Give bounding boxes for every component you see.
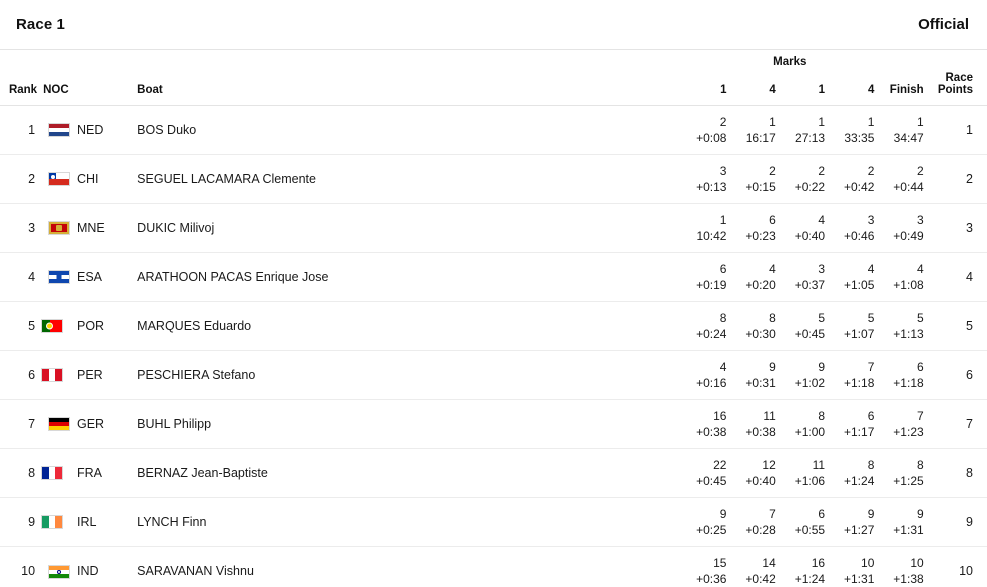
mark-1-time: +0:16: [696, 376, 727, 390]
cell-boat[interactable]: BOS Duko: [137, 123, 197, 137]
cell-mark-2: [740, 302, 789, 351]
mark-4-position: 2: [867, 163, 875, 178]
cell-race-points: 9: [966, 515, 973, 529]
col-header-rank[interactable]: Rank: [0, 70, 41, 106]
status-badge: Official: [918, 16, 969, 33]
mark-4-time: +1:31: [844, 572, 875, 587]
mark-1-time: +0:24: [696, 327, 727, 341]
cell-mark-2: [740, 155, 789, 204]
mark-1-position: 22: [713, 457, 727, 472]
cell-boat[interactable]: DUKIC Milivoj: [137, 221, 215, 235]
mark-4-time: +0:46: [844, 229, 875, 243]
finish-time: +1:18: [893, 376, 924, 390]
finish-position: 5: [916, 310, 924, 325]
group-spacer-finish: [888, 50, 937, 70]
cell-mark-1: [691, 106, 740, 155]
mark-2-time: +0:38: [745, 425, 776, 439]
flag-fra: [41, 466, 63, 480]
mark-3-position: 6: [818, 506, 826, 521]
mark-2-time: 16:17: [745, 131, 776, 145]
cell-mark-4: [839, 351, 888, 400]
cell-finish: [888, 253, 937, 302]
cell-finish: [888, 547, 937, 587]
race-points-line-2: Points: [937, 84, 973, 96]
mark-2-position: 6: [769, 212, 776, 227]
mark-1-position: 1: [719, 212, 727, 227]
cell-noc: MNE: [76, 221, 105, 235]
mark-2-position: 8: [769, 310, 776, 325]
results-table: [0, 50, 987, 587]
finish-position: 1: [916, 114, 924, 129]
cell-noc: GER: [76, 417, 105, 431]
table-header: [0, 50, 987, 106]
cell-mark-1: [691, 449, 740, 498]
mark-4-position: 6: [867, 408, 875, 423]
mark-4-time: +1:05: [844, 278, 875, 292]
cell-noc: ESA: [76, 270, 102, 284]
cell-rank: 1: [28, 123, 36, 137]
cell-rank: 5: [28, 319, 36, 333]
cell-flag: [41, 302, 76, 351]
table-row[interactable]: [0, 547, 987, 587]
mark-3-position: 16: [811, 556, 826, 571]
mark-3-time: 27:13: [795, 131, 826, 145]
cell-flag: [41, 253, 76, 302]
mark-3-time: +1:24: [794, 572, 826, 587]
cell-flag: [41, 204, 76, 253]
cell-boat[interactable]: BUHL Philipp: [137, 417, 212, 431]
mark-2-position: 14: [762, 556, 776, 571]
finish-time: +1:25: [893, 474, 924, 488]
finish-position: 7: [916, 408, 924, 423]
cell-finish: [888, 155, 937, 204]
flag-per: [41, 368, 63, 382]
mark-1-time: +0:25: [696, 523, 727, 537]
cell-race-points: 2: [966, 172, 973, 186]
cell-race-points: 6: [966, 368, 973, 382]
mark-4-position: 9: [867, 506, 875, 521]
group-spacer-noc: [76, 50, 121, 70]
mark-2-position: 12: [762, 457, 776, 472]
cell-race-points: 3: [966, 221, 973, 235]
col-header-finish: Finish: [888, 70, 937, 106]
cell-flag: [41, 155, 76, 204]
cell-noc: FRA: [76, 466, 102, 480]
cell-mark-3: [790, 302, 839, 351]
mark-3-time: +1:02: [794, 376, 826, 390]
cell-flag: [41, 498, 76, 547]
cell-flag: [41, 547, 76, 587]
mark-1-time: 10:42: [696, 229, 727, 243]
mark-4-position: 7: [867, 359, 875, 374]
finish-time: +0:49: [893, 229, 924, 243]
finish-time: +1:08: [893, 278, 924, 292]
mark-3-position: 11: [812, 457, 826, 472]
cell-mark-1: [691, 498, 740, 547]
cell-finish: [888, 449, 937, 498]
cell-mark-4: [839, 449, 888, 498]
mark-4-time: +1:27: [844, 523, 875, 537]
cell-race-points: 4: [966, 270, 973, 284]
cell-rank: 3: [28, 221, 36, 235]
cell-mark-4: [839, 106, 888, 155]
col-header-mark-1: 1: [691, 70, 740, 106]
mark-2-time: +0:31: [745, 376, 776, 390]
finish-position: 2: [916, 163, 924, 178]
mark-2-time: +0:30: [745, 327, 776, 341]
col-header-noc[interactable]: NOC: [41, 70, 121, 106]
mark-1-position: 3: [719, 163, 727, 178]
mark-4-time: 33:35: [844, 131, 875, 145]
cell-mark-2: [740, 253, 789, 302]
mark-3-time: +0:22: [794, 180, 826, 194]
group-spacer-flag: [41, 50, 76, 70]
mark-4-time: +1:07: [844, 327, 875, 341]
cell-noc: POR: [76, 319, 105, 333]
table-row[interactable]: [0, 351, 987, 400]
cell-mark-1: [691, 155, 740, 204]
finish-position: 9: [916, 506, 924, 521]
cell-mark-3: [790, 449, 839, 498]
finish-position: 8: [916, 457, 924, 472]
cell-mark-4: [839, 155, 888, 204]
mark-3-position: 4: [818, 212, 826, 227]
cell-race-points: 8: [966, 466, 973, 480]
finish-position: 6: [916, 359, 924, 374]
finish-time: 34:47: [893, 131, 924, 145]
col-header-race-points: [938, 70, 987, 106]
group-spacer-rank: [0, 50, 41, 70]
mark-3-time: +0:40: [794, 229, 826, 243]
mark-2-position: 7: [769, 506, 776, 521]
cell-noc: PER: [76, 368, 103, 382]
mark-4-position: 8: [867, 457, 875, 472]
flag-por: [41, 319, 63, 333]
page-title: Race 1: [16, 16, 65, 33]
cell-finish: [888, 106, 937, 155]
mark-3-position: 1: [818, 114, 826, 129]
cell-mark-3: [790, 204, 839, 253]
cell-mark-2: [740, 204, 789, 253]
group-spacer-boat: [121, 50, 691, 70]
cell-boat[interactable]: PESCHIERA Stefano: [137, 368, 256, 382]
flag-ind: [48, 565, 70, 579]
finish-position: 3: [916, 212, 924, 227]
cell-rank: 6: [28, 368, 36, 382]
mark-2-position: 1: [769, 114, 776, 129]
cell-race-points: 7: [966, 417, 973, 431]
col-header-mark-4: 4: [839, 70, 888, 106]
cell-mark-1: [691, 204, 740, 253]
cell-mark-3: [790, 106, 839, 155]
mark-1-time: +0:36: [696, 572, 727, 587]
cell-boat[interactable]: SEGUEL LACAMARA Clemente: [137, 172, 316, 186]
cell-race-points: 5: [966, 319, 973, 333]
table-row[interactable]: [0, 204, 987, 253]
cell-finish: [888, 351, 937, 400]
page-header: [0, 0, 987, 50]
cell-race-points: 10: [959, 564, 973, 579]
mark-1-position: 15: [713, 556, 727, 571]
cell-rank: 7: [28, 417, 36, 431]
cell-mark-4: [839, 253, 888, 302]
mark-1-time: +0:08: [696, 131, 727, 145]
cell-mark-4: [839, 498, 888, 547]
mark-4-time: +1:24: [844, 474, 875, 488]
col-header-boat[interactable]: Boat: [121, 70, 691, 106]
cell-mark-4: [839, 204, 888, 253]
mark-3-position: 3: [818, 261, 826, 276]
cell-flag: [41, 351, 76, 400]
finish-time: +1:38: [893, 572, 924, 587]
mark-3-time: +1:00: [794, 425, 826, 439]
cell-rank: 4: [28, 270, 36, 284]
cell-race-points: 1: [966, 123, 973, 137]
cell-noc: IND: [76, 564, 99, 579]
table-row[interactable]: [0, 400, 987, 449]
cell-boat[interactable]: MARQUES Eduardo: [137, 319, 252, 333]
mark-4-position: 5: [867, 310, 875, 325]
mark-2-time: +0:20: [745, 278, 776, 292]
mark-2-time: +0:23: [745, 229, 776, 243]
mark-3-position: 5: [818, 310, 826, 325]
mark-1-time: +0:13: [696, 180, 727, 194]
mark-3-time: +1:06: [794, 474, 826, 488]
cell-boat[interactable]: BERNAZ Jean-Baptiste: [137, 466, 268, 480]
mark-2-time: +0:42: [745, 572, 776, 587]
cell-mark-1: [691, 547, 740, 587]
mark-3-position: 8: [818, 408, 826, 423]
mark-1-position: 9: [719, 506, 727, 521]
cell-noc: IRL: [76, 515, 97, 529]
mark-2-position: 9: [769, 359, 776, 374]
cell-flag: [41, 106, 76, 155]
mark-1-position: 4: [719, 359, 727, 374]
table-body: [0, 106, 987, 587]
table-row[interactable]: [0, 253, 987, 302]
cell-mark-3: [790, 155, 839, 204]
finish-position: 10: [910, 556, 924, 571]
cell-rank: 8: [28, 466, 36, 480]
mark-4-time: +0:42: [844, 180, 875, 194]
mark-1-position: 2: [719, 114, 727, 129]
mark-2-time: +0:15: [745, 180, 776, 194]
table-row[interactable]: [0, 449, 987, 498]
cell-mark-4: [839, 547, 888, 587]
mark-2-position: 4: [769, 261, 776, 276]
mark-2-position: 2: [769, 163, 776, 178]
cell-boat[interactable]: SARAVANAN Vishnu: [137, 564, 254, 579]
cell-flag: [41, 449, 76, 498]
mark-4-position: 4: [867, 261, 875, 276]
col-header-mark-3: 1: [790, 70, 839, 106]
mark-3-position: 9: [818, 359, 826, 374]
flag-chi: [48, 172, 70, 186]
table-row[interactable]: [0, 302, 987, 351]
mark-3-time: +0:55: [794, 523, 826, 537]
col-header-mark-2: 4: [740, 70, 789, 106]
mark-2-time: +0:40: [745, 474, 776, 488]
cell-noc: NED: [76, 123, 104, 137]
cell-mark-4: [839, 400, 888, 449]
flag-esa: [48, 270, 70, 284]
mark-2-time: +0:28: [745, 523, 776, 537]
flag-irl: [41, 515, 63, 529]
table-row[interactable]: [0, 498, 987, 547]
cell-flag: [41, 400, 76, 449]
cell-mark-1: [691, 400, 740, 449]
table-header-row: [0, 70, 987, 106]
flag-ger: [48, 417, 70, 431]
cell-finish: [888, 302, 937, 351]
finish-time: +1:23: [893, 425, 924, 439]
cell-mark-1: [691, 302, 740, 351]
cell-rank: 9: [28, 515, 36, 529]
finish-time: +1:13: [893, 327, 924, 341]
marks-group-header: Marks: [691, 50, 888, 70]
finish-time: +0:44: [893, 180, 924, 194]
mark-4-position: 3: [867, 212, 875, 227]
mark-4-position: 1: [867, 114, 875, 129]
cell-mark-1: [691, 351, 740, 400]
group-spacer-points: [938, 50, 987, 70]
finish-position: 4: [916, 261, 924, 276]
mark-1-position: 8: [719, 310, 727, 325]
mark-1-position: 6: [719, 261, 727, 276]
cell-mark-3: [790, 547, 839, 587]
cell-rank: 2: [28, 172, 36, 186]
mark-4-position: 10: [861, 556, 875, 571]
cell-rank: 10: [21, 564, 36, 579]
cell-mark-2: [740, 498, 789, 547]
mark-4-time: +1:17: [844, 425, 875, 439]
mark-1-time: +0:45: [696, 474, 727, 488]
flag-ned: [48, 123, 70, 137]
cell-mark-2: [740, 449, 789, 498]
cell-finish: [888, 204, 937, 253]
mark-3-position: 2: [818, 163, 826, 178]
table-row[interactable]: [0, 155, 987, 204]
cell-boat[interactable]: ARATHOON PACAS Enrique Jose: [137, 270, 329, 284]
flag-mne: [48, 221, 70, 235]
mark-4-time: +1:18: [844, 376, 875, 390]
cell-mark-2: [740, 351, 789, 400]
table-header-group-row: [0, 50, 987, 70]
cell-mark-1: [691, 253, 740, 302]
cell-finish: [888, 400, 937, 449]
cell-mark-2: [740, 400, 789, 449]
mark-2-position: 11: [763, 408, 776, 423]
finish-time: +1:31: [893, 523, 924, 537]
cell-mark-2: [740, 547, 789, 587]
mark-1-position: 16: [713, 408, 727, 423]
cell-mark-3: [790, 498, 839, 547]
mark-3-time: +0:37: [794, 278, 826, 292]
mark-1-time: +0:19: [696, 278, 727, 292]
race-points-line-1: Race: [945, 72, 973, 84]
cell-mark-3: [790, 400, 839, 449]
cell-mark-3: [790, 351, 839, 400]
cell-finish: [888, 498, 937, 547]
cell-noc: CHI: [76, 172, 99, 186]
table-row[interactable]: [0, 106, 987, 155]
cell-boat[interactable]: LYNCH Finn: [137, 515, 207, 529]
cell-mark-4: [839, 302, 888, 351]
mark-3-time: +0:45: [794, 327, 826, 341]
mark-1-time: +0:38: [696, 425, 727, 439]
cell-mark-3: [790, 253, 839, 302]
cell-mark-2: [740, 106, 789, 155]
